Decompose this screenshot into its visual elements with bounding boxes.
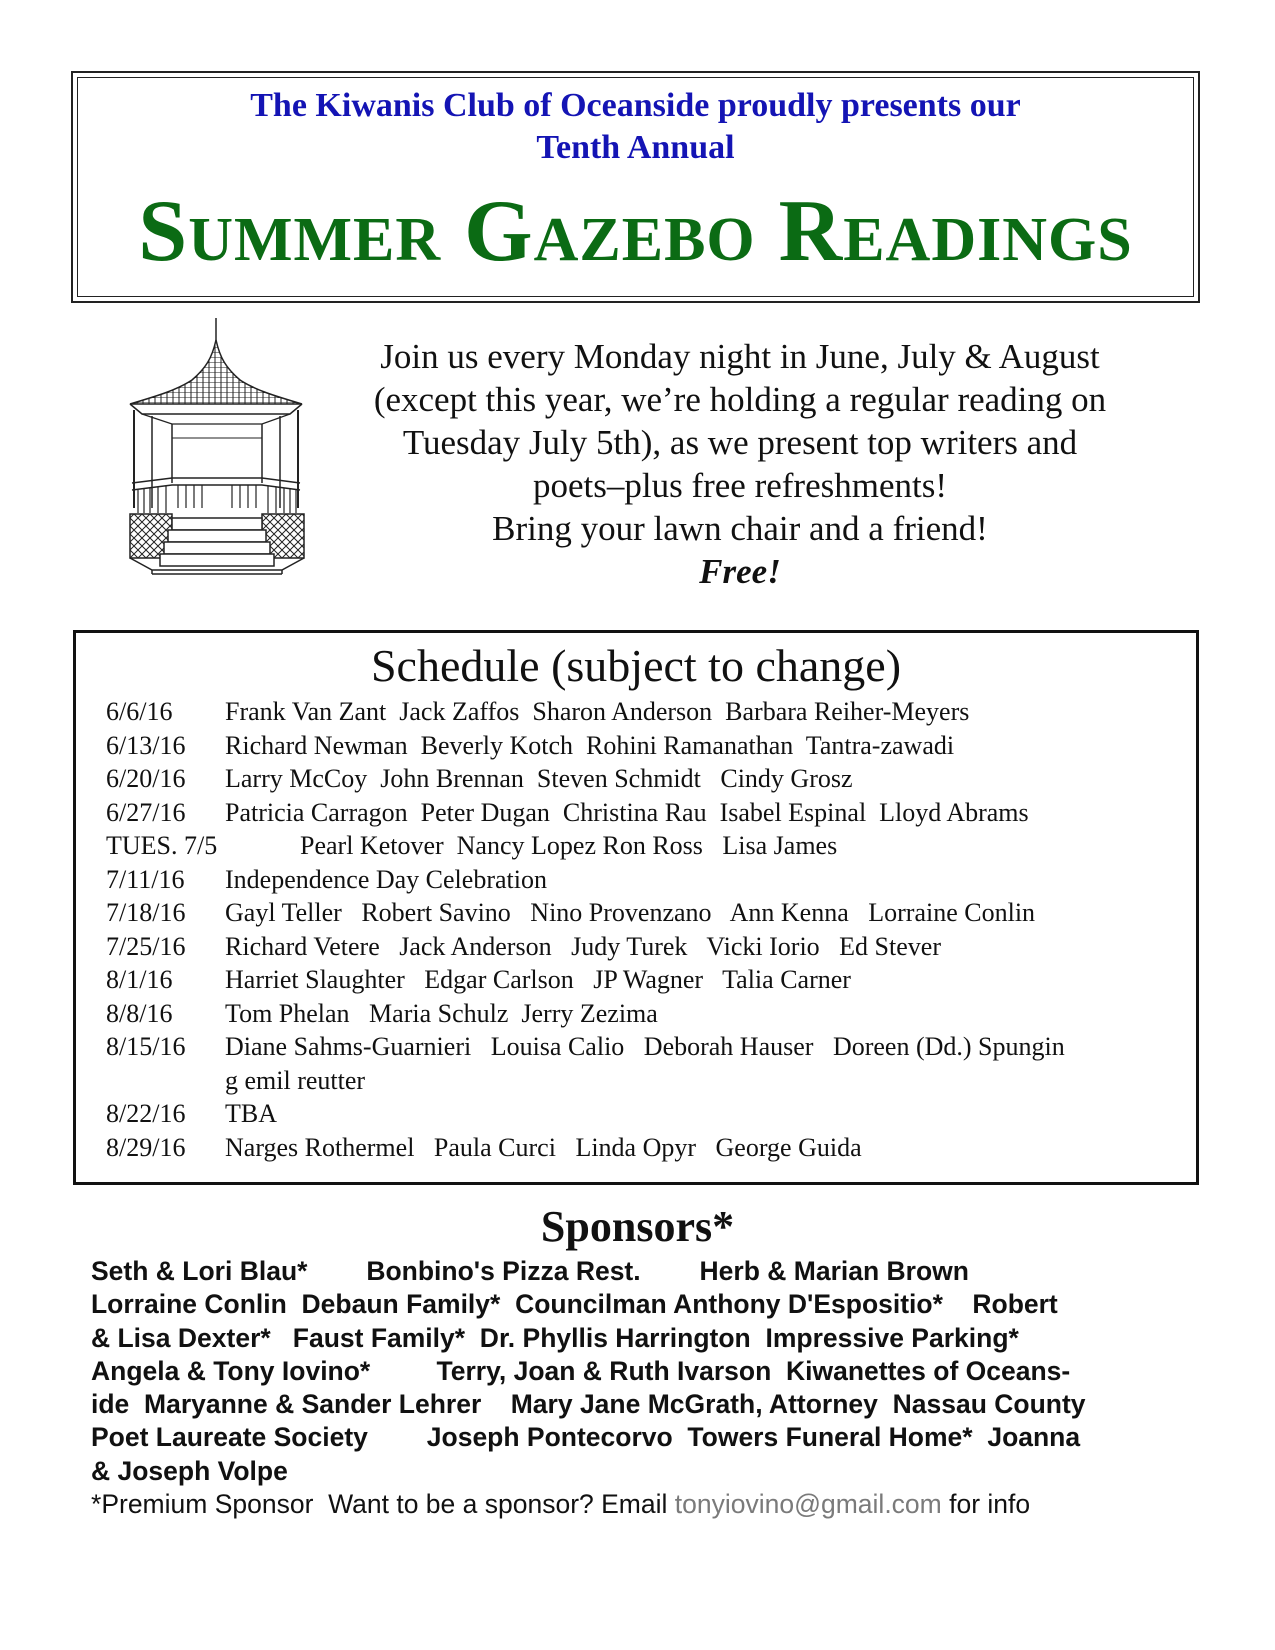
intro-line: poets–plus free refreshments! xyxy=(532,466,948,505)
sponsor-email-link[interactable]: tonyiovino@gmail.com xyxy=(674,1489,942,1519)
schedule-row xyxy=(106,829,1176,863)
intro-line: (except this year, we’re holding a regular reading on xyxy=(373,380,1107,419)
schedule-date: 7/11/16 xyxy=(106,864,185,894)
schedule-row xyxy=(106,930,1176,964)
schedule-date: TUES. 7/5 xyxy=(106,831,218,860)
schedule-readers: Frank Van Zant Jack Zaffos Sharon Anderson Barbara Reiher-Meyers xyxy=(225,697,970,726)
schedule-date: 8/29/16 xyxy=(106,1132,186,1162)
free-label: Free! xyxy=(699,552,781,591)
schedule-row xyxy=(106,729,1176,763)
gazebo-icon xyxy=(122,318,322,608)
schedule-readers: Harriet Slaughter Edgar Carlson JP Wagner Talia Carner xyxy=(225,965,851,994)
intro-line: Tuesday July 5th), as we present top writers and xyxy=(402,423,1078,462)
sponsors-title: Sponsors* xyxy=(540,1202,735,1251)
schedule-row xyxy=(106,762,1176,796)
schedule-date: 8/1/16 xyxy=(106,965,173,994)
schedule-row xyxy=(106,896,1176,930)
schedule-readers: Richard Newman Beverly Kotch Rohini Ramanathan Tantra-zawadi xyxy=(225,730,955,760)
sponsors-line: Angela & Tony Iovino* Terry, Joan & Ruth Ivarson Kiwanettes of Oceans- xyxy=(91,1355,1071,1386)
presents-line-2: Tenth Annual xyxy=(536,129,735,166)
schedule-date: 6/6/16 xyxy=(106,697,173,726)
footer-suffix: for info xyxy=(941,1489,1031,1519)
schedule-row xyxy=(106,997,1176,1031)
sponsors-line: Seth & Lori Blau* Bonbino's Pizza Rest. Herb & Marian Brown xyxy=(91,1256,969,1286)
schedule-readers: Narges Rothermel Paula Curci Linda Opyr George Guida xyxy=(225,1132,862,1162)
intro-text xyxy=(335,335,1145,593)
header-box xyxy=(71,71,1200,303)
sponsors-line: Poet Laureate Society Joseph Pontecorvo Towers Funeral Home* Joanna xyxy=(91,1422,1081,1453)
schedule-date: 8/8/16 xyxy=(106,998,173,1028)
schedule-row xyxy=(106,695,1176,729)
sponsors-list xyxy=(91,1255,1201,1488)
schedule-row xyxy=(106,863,1176,897)
sponsors-line: ide Maryanne & Sander Lehrer Mary Jane McGrath, Attorney Nassau County xyxy=(91,1389,1086,1420)
schedule-row xyxy=(106,796,1176,830)
schedule-date: 6/27/16 xyxy=(106,797,186,827)
footer-prefix: *Premium Sponsor Want to be a sponsor? Email xyxy=(91,1489,675,1519)
intro-line: Bring your lawn chair and a friend! xyxy=(492,509,988,548)
schedule-date: 6/13/16 xyxy=(106,730,186,760)
schedule-readers: Independence Day Celebration xyxy=(225,864,547,894)
schedule-readers: Patricia Carragon Peter Dugan Christina Rau Isabel Espinal Lloyd Abrams xyxy=(225,797,1029,827)
schedule-row xyxy=(106,963,1176,997)
sponsors-line: & Joseph Volpe xyxy=(91,1455,288,1486)
schedule-readers: TBA xyxy=(225,1099,277,1128)
schedule-row xyxy=(106,1097,1176,1131)
sponsors-line: Lorraine Conlin Debaun Family* Councilman Anthony D'Espositio* Robert xyxy=(91,1289,1058,1320)
schedule-readers: Tom Phelan Maria Schulz Jerry Zezima xyxy=(225,998,658,1028)
schedule-date: 7/25/16 xyxy=(106,931,186,961)
schedule-readers: Larry McCoy John Brennan Steven Schmidt Cindy Grosz xyxy=(225,764,853,793)
schedule-title: Schedule (subject to change) xyxy=(370,640,902,691)
schedule-row xyxy=(106,1131,1176,1165)
intro-line: Join us every Monday night in June, July & August xyxy=(380,337,1100,376)
schedule-readers: Gayl Teller Robert Savino Nino Provenzano Ann Kenna Lorraine Conlin xyxy=(225,898,1036,927)
schedule-readers: Richard Vetere Jack Anderson Judy Turek Vicki Iorio Ed Stever xyxy=(225,931,941,961)
schedule-row xyxy=(106,1030,1176,1097)
sponsor-footer xyxy=(91,1488,1201,1521)
presents-line-1: The Kiwanis Club of Oceanside proudly presents our xyxy=(250,87,1021,124)
sponsors-line: & Lisa Dexter* Faust Family* Dr. Phyllis Harrington Impressive Parking* xyxy=(91,1322,1019,1353)
schedule-readers: Diane Sahms-Guarnieri Louisa Calio Deborah Hauser Doreen (Dd.) Spungin g emil reutter xyxy=(225,1032,1065,1095)
schedule-box xyxy=(73,630,1199,1185)
schedule-date: 7/18/16 xyxy=(106,898,186,927)
schedule-list xyxy=(106,695,1176,1164)
schedule-date: 8/15/16 xyxy=(106,1032,186,1061)
schedule-date: 8/22/16 xyxy=(106,1099,186,1128)
header-inner-border xyxy=(77,77,1194,297)
event-title: Summer Gazebo Readings xyxy=(138,183,1133,280)
schedule-readers: Pearl Ketover Nancy Lopez Ron Ross Lisa James xyxy=(300,831,838,860)
schedule-date: 6/20/16 xyxy=(106,764,186,793)
